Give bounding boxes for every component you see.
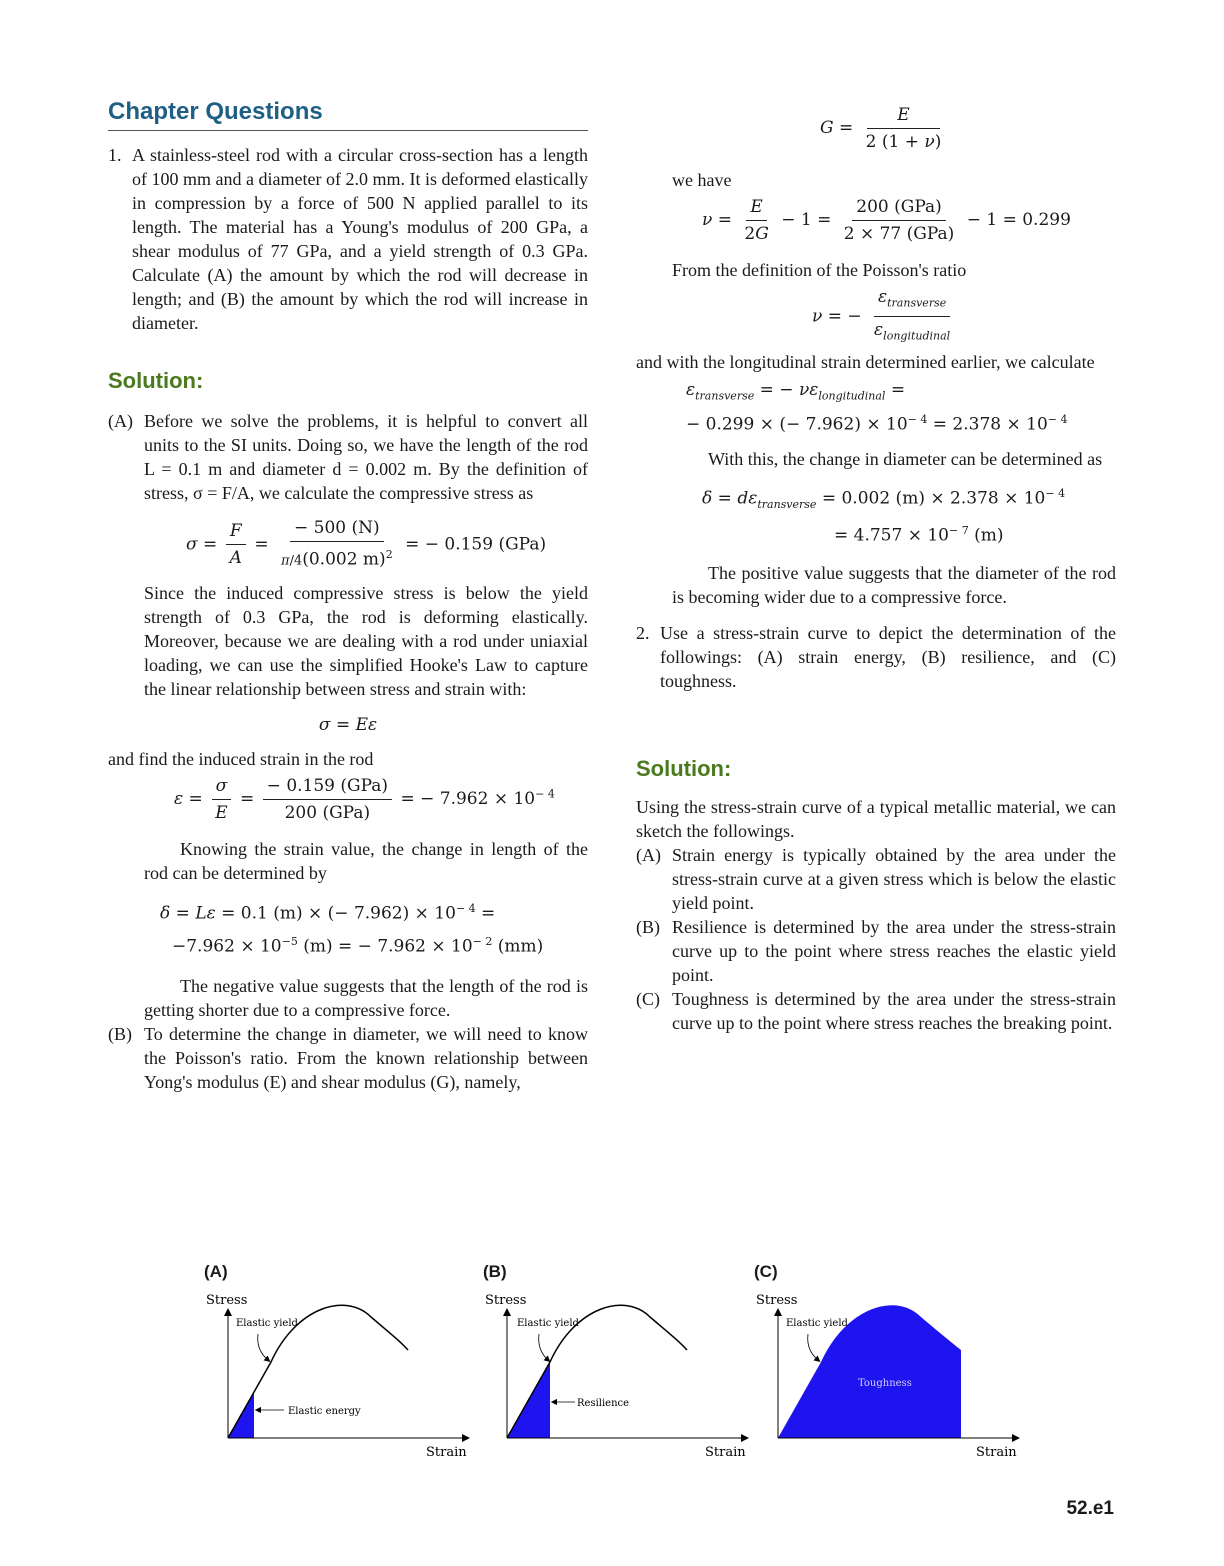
question-2 — [636, 621, 1116, 693]
solution-part-b — [108, 1022, 588, 1094]
x-axis-label: Strain — [705, 1445, 746, 1460]
yield-pointer — [808, 1334, 818, 1360]
figure-b — [475, 1262, 745, 1462]
from-definition-text: From the definition of the Poisson's ratio — [672, 260, 967, 280]
solution-2-intro: Using the stress-strain curve of a typical metallic material, we can sketch the followings. — [636, 796, 1116, 841]
item-label: (A) — [636, 844, 661, 865]
shear-modulus-equation: G = $\frac{E}{2 (1 + \nu)}$ — [820, 105, 942, 152]
stress-equation: σ = $\frac{F}{A}$ = $\frac{- 500 (N)}{\pi/4(0.002 m)^2}$ = − 0.159 (GPa) — [186, 518, 547, 570]
transverse-strain-equation: $\varepsilon_{transverse}$ = − $\nu\varepsilon_{longitudinal}$ = − 0.299 × (− $7.962) \times 10^{- 4} = 2.378 \times 10^{- 4}$ — [686, 380, 1068, 436]
yield-label: Elastic yield — [786, 1318, 848, 1329]
part-b-intro: To determine the change in diameter, we will need to know the Poisson's ratio. From the known relationship between Yong's modulus (E) and shear modulus (G), namely, — [144, 1024, 588, 1093]
item-text: Toughness is determined by the area under the stress-strain curve up to the point where stress reaches the breaking point. — [672, 988, 1116, 1033]
figure-a — [196, 1262, 466, 1462]
panel-label: (C) — [754, 1262, 778, 1281]
solution-2-item-a — [636, 843, 1116, 915]
solution-2-item-c — [636, 987, 1116, 1035]
part-a-text-5: The negative value suggests that the length of the rod is getting shorter due to a compressive force. — [144, 976, 588, 1021]
yield-pointer — [258, 1334, 268, 1360]
question-text: Use a stress-strain curve to depict the determination of the followings: (A) strain energy, (B) resilience, and (C) toughness. — [660, 622, 1116, 691]
yield-pointer — [539, 1334, 548, 1360]
part-a-intro: Before we solve the problems, it is helpful to convert all units to the SI units. Doing so, we have the length of the rod L = 0.1 m and diameter d = 0.002 m. By the definition of stress, σ = F/A, we calculate the compressive stress as — [144, 411, 588, 503]
y-axis-label: Stress — [206, 1293, 248, 1308]
figure-c — [746, 1262, 1016, 1462]
area-label: Resilience — [577, 1398, 630, 1409]
question-number: 1. — [108, 145, 122, 165]
solution-heading-2: Solution: — [636, 755, 732, 781]
area-label: Elastic energy — [288, 1406, 361, 1417]
part-a-text-2: Since the induced compressive stress is below the yield strength of 0.3 GPa, the rod is deforming elastically. Moreover, because we are dealing with a rod under uniaxial loading, we can use the simplified Hooke's Law to capture the linear relationship between stress and strain with: — [144, 583, 588, 699]
yield-label: Elastic yield — [517, 1318, 579, 1329]
item-text: Resilience is determined by the area under the stress-strain curve up to the point where stress reaches the elastic yield point. — [672, 916, 1116, 985]
question-text: A stainless-steel rod with a circular cross-section has a length of 100 mm and a diameter of 2.0 mm. It is deformed elastically in compression by a force of 500 N applied parallel to its length. The material has a Young's modulus of 200 GPa, a shear modulus of 77 GPa, and a yield strength of 0.3 GPa. Calculate (A) the amount by which the rod will decrease in length; and (B) the amount by which the rod will increase in diameter. — [132, 145, 588, 333]
y-axis-label: Stress — [485, 1293, 527, 1308]
part-a-text-3: and find the induced strain in the rod — [108, 749, 374, 769]
poisson-definition-equation: ν = − $\frac{\varepsilon_{transverse}}{\varepsilon_{longitudinal}}$ — [812, 287, 951, 343]
solution-heading: Solution: — [108, 368, 204, 393]
yield-label: Elastic yield — [236, 1318, 298, 1329]
part-label: (A) — [108, 411, 133, 431]
item-label: (B) — [636, 916, 660, 937]
figure-a-plot — [196, 1262, 476, 1462]
x-axis-label: Strain — [426, 1445, 467, 1460]
x-axis-label: Strain — [976, 1445, 1017, 1460]
length-change-equation: δ = Lε = 0.1 (m) × (− $7.962) \times 10^{- 4}$ = $-7.962 \times 10^{-5}$ (m) = − $7.962 \times 10^{- 2}$ (mm) — [160, 902, 544, 957]
diameter-change-equation: $\delta = d\varepsilon_{transverse} = 0.002$ $(m) \times 2.378 \times 10^{- 4}$ = $4.757 \times 10^{- 7}$ (m) — [702, 487, 1066, 546]
left-column — [108, 100, 588, 1094]
page-number: 52.e1 — [1066, 1498, 1114, 1519]
area-label: Toughness — [858, 1378, 912, 1389]
hooke-equation: σ = Eε — [318, 715, 378, 735]
part-a-text-4: Knowing the strain value, the change in length of the rod can be determined by — [144, 839, 588, 883]
part-b-text-3: With this, the change in diameter can be determined as — [708, 449, 1103, 470]
solution-part-a — [108, 409, 588, 505]
figure-b-plot — [475, 1262, 755, 1462]
question-1 — [108, 143, 588, 335]
question-number: 2. — [636, 622, 650, 643]
item-label: (C) — [636, 988, 660, 1009]
stress-strain-figures — [196, 1262, 1036, 1462]
panel-label: (B) — [483, 1262, 507, 1281]
part-label: (B) — [108, 1024, 132, 1045]
part-b-text-2: and with the longitudinal strain determined earlier, we calculate — [636, 352, 1095, 372]
strain-equation: ε = $\frac{\sigma}{E}$ = $\frac{\text{− 0.159 (GPa)}}{\text{200 (GPa)}}$ = − $7.962 \times 10^{- 4}$ — [174, 776, 555, 823]
item-text: Strain energy is typically obtained by the area under the stress-strain curve at a given stress which is below the elastic yield point. — [672, 844, 1116, 913]
right-column — [636, 100, 1116, 1035]
chapter-heading: Chapter Questions — [108, 100, 588, 131]
y-axis-label: Stress — [756, 1293, 798, 1308]
panel-label: (A) — [204, 1262, 228, 1281]
solution-2-item-b — [636, 915, 1116, 987]
figure-c-plot — [746, 1262, 1026, 1462]
we-have-text: we have — [672, 170, 732, 190]
part-b-text-4: The positive value suggests that the diameter of the rod is becoming wider due to a compressive force. — [672, 562, 1116, 607]
poisson-value-equation: ν = $\frac{E}{2G}$ − 1 = $\frac{\text{200 (GPa)}}{\text{2 × 77 (GPa)}}$ − 1 = 0.299 — [702, 197, 1071, 244]
